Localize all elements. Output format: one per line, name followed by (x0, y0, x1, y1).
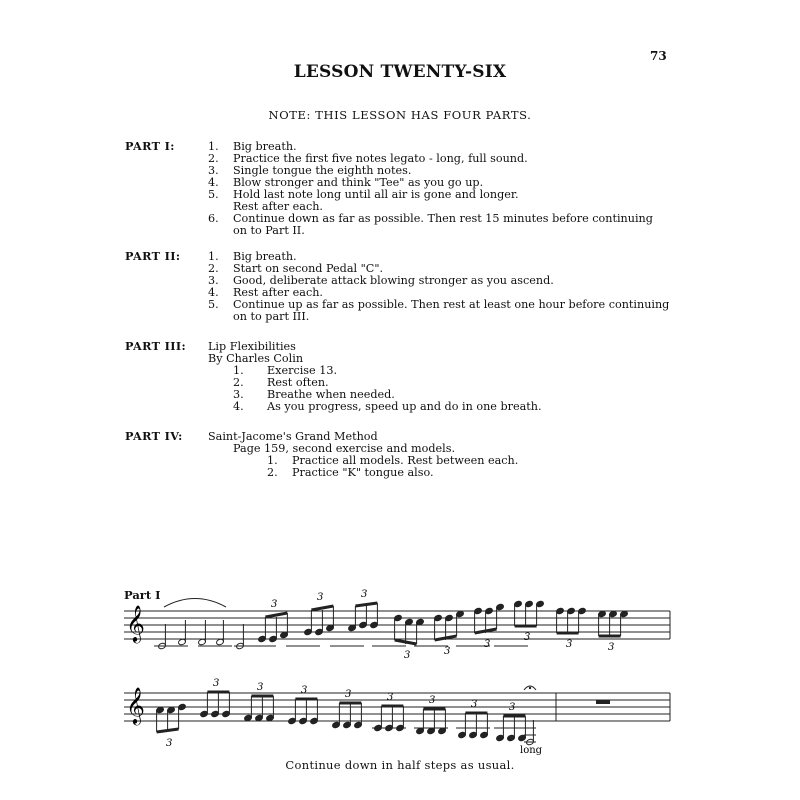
part-2-item-3-text: Good, deliberate attack blowing stronger as you ascend. (233, 274, 554, 287)
lesson-title: LESSON TWENTY-SIX (293, 62, 507, 82)
triplet-mark: 3 (471, 699, 478, 710)
part-3-item-1-text: Exercise 13. (267, 364, 337, 377)
part-3-item-4-number: 4. (233, 400, 244, 413)
part-2-label: PART II: (125, 249, 181, 263)
treble-clef-icon: 𝄞 (126, 686, 145, 724)
part-2-item-5-number: 5. (208, 298, 219, 311)
part-1-item-1-text: Big breath. (233, 140, 297, 153)
part-1-item-2-number: 2. (208, 152, 219, 165)
part-4-item-2-text: Practice "K" tongue also. (292, 466, 434, 479)
part-2-item-2-number: 2. (208, 262, 219, 275)
part-1-item-1-number: 1. (208, 140, 219, 153)
part-2-item-1-number: 1. (208, 250, 219, 263)
part-3-item-3-text: Breathe when needed. (267, 388, 395, 401)
part-2-item-4-text: Rest after each. (233, 286, 323, 299)
part-1-item-5-number: 5. (208, 188, 219, 201)
triplet-mark: 3 (345, 689, 352, 700)
part-4-page-reference: Page 159, second exercise and models. (233, 442, 456, 455)
part-4-label: PART IV: (125, 429, 183, 443)
note-beam (157, 729, 179, 732)
note-beam (395, 640, 417, 644)
part-1-item-5-text: Hold last note long until all air is gone and longer. (233, 188, 519, 201)
part-2-item-2-text: Start on second Pedal "C". (233, 262, 384, 275)
triplet-mark: 3 (271, 599, 278, 610)
triplet-mark: 3 (524, 632, 531, 643)
footer-instruction: Continue down in half steps as usual. (285, 758, 515, 772)
staff-2-notes (154, 646, 536, 749)
part-1-item-4-number: 4. (208, 176, 219, 189)
triplet-mark: 3 (484, 639, 491, 650)
triplet-mark: 3 (317, 592, 324, 603)
part-2-item-3-number: 3. (208, 274, 219, 287)
part-3-item-3-number: 3. (233, 388, 244, 401)
triplet-mark: 3 (361, 589, 368, 600)
part-1-label: PART I: (125, 139, 175, 153)
part-1-item-4-text: Blow stronger and think "Tee" as you go up. (233, 176, 484, 189)
long-annotation: long (520, 745, 543, 756)
note-beam (265, 613, 287, 617)
treble-clef-icon: 𝄞 (126, 604, 145, 642)
part-3-item-2-text: Rest often. (267, 376, 329, 389)
triplet-mark: 3 (566, 639, 573, 650)
triplet-mark: 3 (166, 738, 173, 749)
part-4-item-1-number: 1. (267, 454, 278, 467)
triplet-mark: 3 (444, 646, 451, 657)
part-1-item-5-text-cont: Rest after each. (233, 200, 323, 213)
fermata-dot (529, 687, 531, 689)
part-3-author: By Charles Colin (208, 352, 304, 365)
part-1-item-3-number: 3. (208, 164, 219, 177)
part-2-item-5-text: Continue up as far as possible. Then rest at least one hour before continuing (233, 298, 670, 311)
part-4-item-2-number: 2. (267, 466, 278, 479)
part-1-item-3-text: Single tongue the eighth notes. (233, 164, 412, 177)
lesson-note: NOTE: THIS LESSON HAS FOUR PARTS. (268, 108, 532, 122)
triplet-mark: 3 (509, 702, 516, 713)
part-1-item-6-text: Continue down as far as possible. Then rest 15 minutes before continuing (233, 212, 653, 225)
part-3-heading: Lip Flexibilities (208, 340, 296, 353)
part-2-item-4-number: 4. (208, 286, 219, 299)
triplet-mark: 3 (387, 692, 394, 703)
note-beam (311, 606, 333, 610)
whole-rest (596, 700, 610, 704)
part-3-label: PART III: (125, 339, 187, 353)
part-4-item-1-text: Practice all models. Rest between each. (292, 454, 519, 467)
music-part-label: Part I (124, 588, 161, 602)
triplet-mark: 3 (257, 682, 264, 693)
part-3-item-4-text: As you progress, speed up and do in one breath. (267, 400, 542, 413)
triplet-mark: 3 (301, 685, 308, 696)
triplet-mark: 3 (429, 695, 436, 706)
part-1-item-6-number: 6. (208, 212, 219, 225)
part-1-item-2-text: Practice the first five notes legato - long, full sound. (233, 152, 528, 165)
triplet-mark: 3 (213, 678, 220, 689)
part-2-item-1-text: Big breath. (233, 250, 297, 263)
part-2-item-5-text-cont: on to part III. (233, 310, 310, 323)
part-3-item-2-number: 2. (233, 376, 244, 389)
part-4-heading: Saint-Jacome's Grand Method (208, 430, 378, 443)
part-1-item-6-text-cont: on to Part II. (233, 224, 305, 237)
page-number: 73 (650, 49, 667, 63)
part-3-item-1-number: 1. (233, 364, 244, 377)
legato-slur (164, 599, 226, 608)
triplet-mark: 3 (404, 650, 411, 661)
triplet-mark: 3 (608, 642, 615, 653)
note-beam (355, 603, 377, 606)
